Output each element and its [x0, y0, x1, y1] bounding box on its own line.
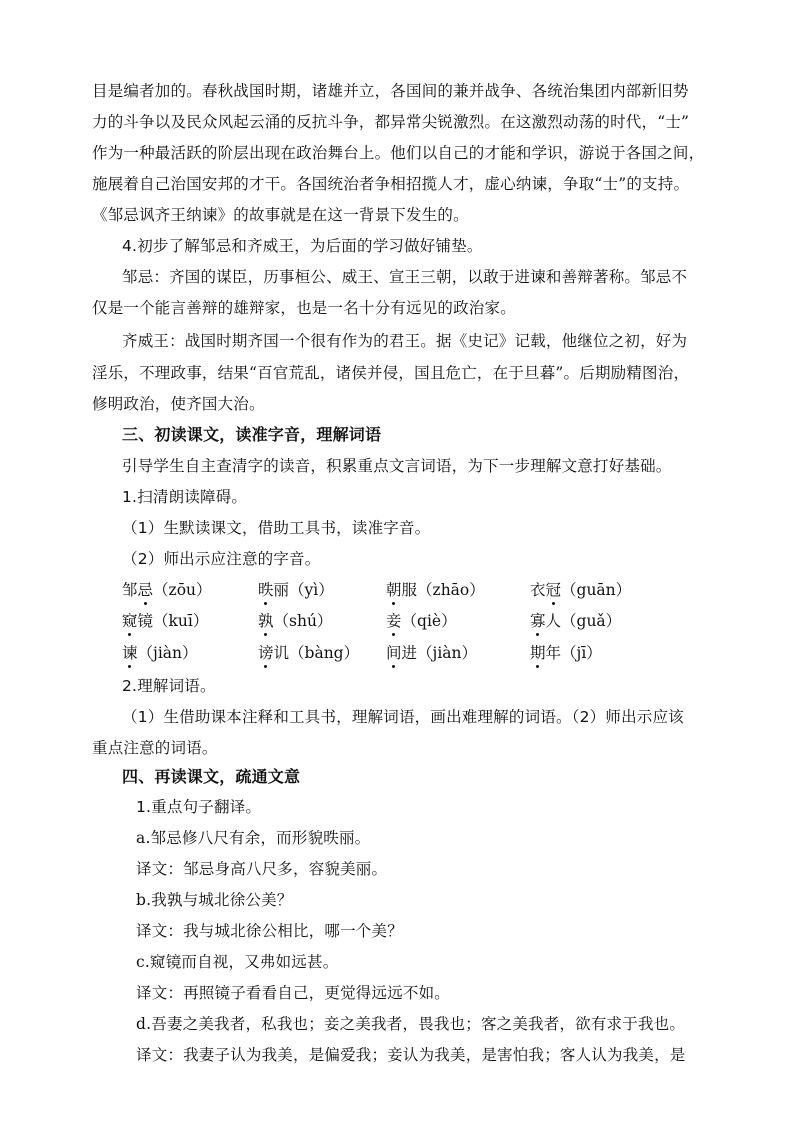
- pronunciation-entry: 期年（jī）: [530, 644, 602, 662]
- paragraph-background-line: 作为一种最活跃的阶层出现在政治舞台上。他们以自己的才能和学识，游说于各国之间，: [92, 144, 704, 162]
- translation-c: 译文：再照镜子看看自己，更觉得远远不如。: [136, 984, 451, 1002]
- qiweiwang-intro-line: 修明政治，使齐国大治。: [92, 395, 265, 413]
- sentence-c: c.窥镜而自视，又弗如远甚。: [136, 953, 339, 971]
- sentence-d: d.吾妻之美我者，私我也；妾之美我者，畏我也；客之美我者，欲有求于我也。: [136, 1015, 686, 1033]
- section-3-item-2: 2.理解词语。: [122, 677, 216, 695]
- translation-b: 译文：我与城北徐公相比，哪一个美？: [136, 922, 403, 940]
- section-3-item-2-line: 重点注意的词语。: [92, 739, 218, 757]
- pronunciation-entry: 孰（shú）: [258, 612, 333, 630]
- pronunciation-row: [122, 579, 704, 603]
- paragraph-background-line: 《邹忌讽齐王纳谏》的故事就是在这一背景下发生的。: [92, 206, 469, 224]
- section-3-item-1: 1.扫清朗读障碍。: [122, 488, 248, 506]
- zouji-intro-line: 邹忌：齐国的谋臣，历事桓公、威王、宣王三朝，以敢于进谏和善辩著称。邹忌不: [122, 268, 688, 286]
- pronunciation-entry: 窥镜（kuī）: [122, 612, 209, 630]
- section-3-item-2-line: （1）生借助课本注释和工具书，理解词语，画出难理解的词语。（2）师出示应该: [122, 708, 684, 726]
- section-3-item-1-2: （2）师出示应注意的字音。: [122, 550, 321, 568]
- translation-d: 译文：我妻子认为我美，是偏爱我；妾认为我美，是害怕我；客人认为我美，是: [136, 1046, 686, 1064]
- section-3-intro: 引导学生自主查清字的读音，积累重点文言词语，为下一步理解文意打好基础。: [122, 457, 672, 475]
- pronunciation-row: [122, 610, 704, 634]
- section-4-heading: 四、再读课文，疏通文意: [122, 767, 301, 786]
- paragraph-background-line: 施展着自己治国安邦的才干。各国统治者争相招揽人才，虚心纳谏，争取“士”的支持。: [92, 175, 690, 193]
- pronunciation-entry: 间进（jiàn）: [386, 644, 478, 662]
- translation-a: 译文：邹忌身高八尺多，容貌美丽。: [136, 860, 388, 878]
- zouji-intro-line: 仅是一个能言善辩的雄辩家，也是一名十分有远见的政治家。: [92, 299, 516, 317]
- qiweiwang-intro-line: 淫乐，不理政事，结果“百官荒乱，诸侯并侵，国且危亡，在于旦暮”。后期励精图治，: [92, 364, 690, 382]
- pronunciation-row: [122, 642, 704, 666]
- section-3-item-1-1: （1）生默读课文，借助工具书，读准字音。: [122, 519, 431, 537]
- pronunciation-entry: 谏（jiàn）: [122, 644, 198, 662]
- item-4-text: 4.初步了解邹忌和齐威王，为后面的学习做好铺垫。: [122, 237, 483, 255]
- qiweiwang-intro-line: 齐威王：战国时期齐国一个很有作为的君王。据《史记》记载，他继位之初，好为: [122, 332, 688, 350]
- section-4-item-1: 1.重点句子翻译。: [136, 798, 262, 816]
- paragraph-background-line: 目是编者加的。春秋战国时期，诸雄并立，各国间的兼并战争、各统治集团内部新旧势: [92, 82, 689, 100]
- pronunciation-entry: 衣冠（guān）: [530, 581, 632, 599]
- paragraph-background-line: 力的斗争以及民众风起云涌的反抗斗争，都异常尖锐激烈。在这激烈动荡的时代，“士”: [92, 113, 690, 131]
- sentence-b: b.我孰与城北徐公美？: [136, 891, 293, 909]
- pronunciation-entry: 寡人（guǎ）: [530, 612, 622, 630]
- sentence-a: a.邹忌修八尺有余，而形貌昳丽。: [136, 829, 371, 847]
- pronunciation-entry: 朝服（zhāo）: [386, 581, 485, 599]
- section-3-heading: 三、初读课文，读准字音，理解词语: [122, 425, 382, 444]
- pronunciation-entry: 邹忌（zōu）: [122, 581, 212, 599]
- pronunciation-entry: 妾（qiè）: [386, 612, 457, 630]
- pronunciation-entry: 昳丽（yì）: [258, 581, 334, 599]
- pronunciation-entry: 谤讥（bàng）: [258, 644, 360, 662]
